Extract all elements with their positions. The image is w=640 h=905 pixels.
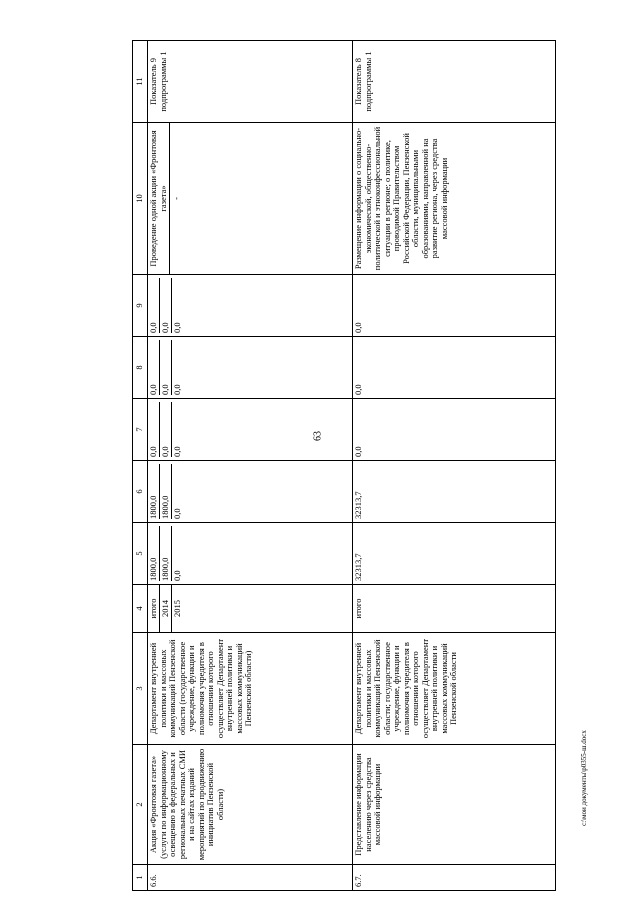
col6-cell	[148, 461, 353, 523]
page-number: 63	[312, 431, 324, 441]
header-cell: 9	[133, 275, 148, 337]
row-number: 6.7.	[353, 865, 556, 891]
col9-cell	[353, 275, 556, 337]
col8-cell	[353, 337, 556, 399]
program-table	[132, 40, 556, 891]
col5-cell	[148, 523, 353, 585]
header-cell: 2	[133, 745, 148, 865]
header-cell: 6	[133, 461, 148, 523]
year-value: итого	[353, 598, 363, 619]
amount-value: 0,0	[159, 340, 171, 395]
amount-value: 0,0	[171, 340, 183, 395]
amount-value: 0,0	[171, 526, 183, 581]
years-cell	[353, 585, 556, 633]
year-value: 2015	[171, 585, 183, 632]
footer-file-path: c:\мои документы\p0355-ш.docx	[580, 730, 588, 826]
header-cell: 3	[133, 633, 148, 745]
amount-value: 32313,7	[353, 491, 363, 519]
col7-cell	[353, 399, 556, 461]
amount-value: 0,0	[353, 446, 363, 457]
indicator: Показатель 9 подпрограммы 1	[148, 41, 353, 123]
amount-value: 0,0	[148, 446, 158, 457]
executor: Департамент внутренней политики и массовых коммуникаций Пензенской области (государственное учреждение, функции и полномочия учредителя в отношении которого осуществляет Департамент внутренней политики и массовых коммуникаций Пензенской области)	[148, 633, 353, 745]
amount-value: 1800,0	[148, 495, 158, 519]
program-table-wrapper	[132, 41, 556, 891]
indicator: Показатель 8 подпрограммы 1	[353, 41, 556, 123]
header-cell: 7	[133, 399, 148, 461]
col6-cell	[353, 461, 556, 523]
year-value: 2014	[159, 585, 171, 632]
amount-value: 0,0	[171, 402, 183, 457]
result-text: Проведение одной акции «Фронтовая газета»	[148, 123, 170, 274]
header-row	[133, 41, 148, 891]
result-text: Размещение информации о социально-экономической, общественно-политической и этноконфессиональной ситуации в регионе; о политике, проводимой Правительством Российской Федерации, Пензенской области, муниципальными образованиями, направленной на развитие региона, через средства массовой информации	[353, 126, 449, 271]
amount-value: 0,0	[159, 402, 171, 457]
col8-cell	[148, 337, 353, 399]
amount-value: 0,0	[148, 384, 158, 395]
row-number: 6.6.	[148, 865, 353, 891]
amount-value: 0,0	[353, 322, 363, 333]
executor: Департамент внутренней политики и массовых коммуникаций Пензенской области; государственное учреждение, функции и полномочия учредителя в отношении которого осуществляет Департамент внутренней политики и массовых коммуникаций Пензенской области	[353, 633, 556, 745]
amount-value: 1800,0	[159, 526, 171, 581]
year-value: итого	[148, 598, 158, 619]
header-cell: 1	[133, 865, 148, 891]
amount-value: 0,0	[353, 384, 363, 395]
amount-value: 0,0	[171, 278, 183, 333]
event-name: Акция «Фронтовая газета» (услуги по информационному освещению в федеральных и региональных печатных СМИ и на сайтах изданий мероприятий по продвижению инициатив Пензенской области)	[148, 745, 353, 865]
years-cell	[148, 585, 353, 633]
amount-value: 0,0	[171, 464, 183, 519]
header-cell: 10	[133, 123, 148, 275]
amount-value: 1800,0	[159, 464, 171, 519]
header-cell: 5	[133, 523, 148, 585]
expected-result	[353, 123, 556, 275]
amount-value: 0,0	[159, 278, 171, 333]
table-row	[148, 41, 353, 891]
header-cell: 4	[133, 585, 148, 633]
col7-cell	[148, 399, 353, 461]
header-cell: 8	[133, 337, 148, 399]
amount-value: 1800,0	[148, 557, 158, 581]
event-name: Представление информации населению через средства массовой информации	[353, 745, 556, 865]
col5-cell	[353, 523, 556, 585]
amount-value: 32313,7	[353, 553, 363, 581]
header-cell: 11	[133, 41, 148, 123]
expected-result	[148, 123, 353, 275]
result-extra: -	[171, 197, 182, 200]
amount-value: 0,0	[148, 322, 158, 333]
table-row	[353, 41, 556, 891]
col9-cell	[148, 275, 353, 337]
